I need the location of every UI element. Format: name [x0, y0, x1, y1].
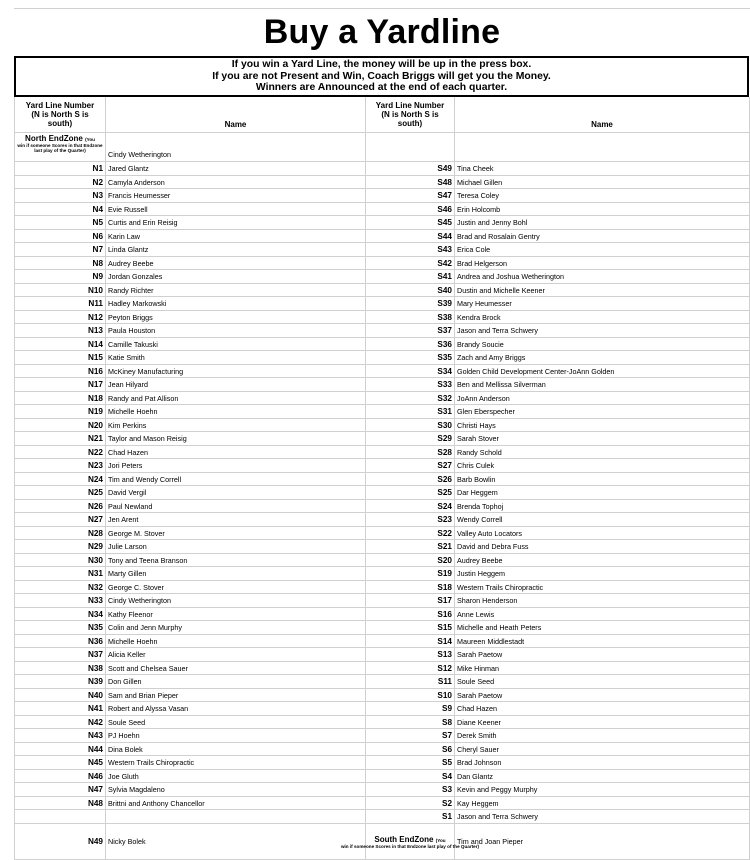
yardline-cell: S20 [366, 554, 455, 568]
name-cell: Paula Houston [106, 324, 366, 338]
yardline-cell: N34 [14, 608, 106, 622]
yardline-cell: S30 [366, 419, 455, 433]
yardline-cell: S25 [366, 486, 455, 500]
yardline-cell: N6 [14, 230, 106, 244]
name-cell: Curtis and Erin Reisig [106, 216, 366, 230]
yardline-cell: N30 [14, 554, 106, 568]
name-cell: Jordan Gonzales [106, 270, 366, 284]
name-cell: Kay Heggem [455, 797, 750, 811]
name-cell: McKiney Manufacturing [106, 365, 366, 379]
yardline-cell: S34 [366, 365, 455, 379]
name-cell: Barb Bowlin [455, 473, 750, 487]
name-cell: Christi Hays [455, 419, 750, 433]
yardline-cell: S48 [366, 176, 455, 190]
name-cell: George C. Stover [106, 581, 366, 595]
yardline-cell: N21 [14, 432, 106, 446]
name-cell: Karin Law [106, 230, 366, 244]
yardline-cell: S12 [366, 662, 455, 676]
name-cell: Mike Hinman [455, 662, 750, 676]
name-cell: Randy and Pat Allison [106, 392, 366, 406]
south-endzone-name: Tim and Joan Pieper [455, 824, 750, 860]
name-cell: Taylor and Mason Reisig [106, 432, 366, 446]
name-cell: Chris Culek [455, 459, 750, 473]
name-cell: Audrey Beebe [455, 554, 750, 568]
name-cell: Michelle and Heath Peters [455, 621, 750, 635]
yardline-cell: S9 [366, 702, 455, 716]
yardline-cell: S14 [366, 635, 455, 649]
name-cell: Erin Holcomb [455, 203, 750, 217]
name-cell: Sylvia Magdaleno [106, 783, 366, 797]
yardline-cell: N31 [14, 567, 106, 581]
yardline-cell: S46 [366, 203, 455, 217]
name-cell: Joe Gluth [106, 770, 366, 784]
yardline-cell: S11 [366, 675, 455, 689]
name-cell: Brenda Tophoj [455, 500, 750, 514]
yardline-table [14, 97, 750, 860]
header-text: (N is North S is [31, 110, 89, 119]
name-cell: Maureen Middlestadt [455, 635, 750, 649]
name-cell: Alicia Keller [106, 648, 366, 662]
yardline-cell: N1 [14, 162, 106, 176]
yardline-cell: S18 [366, 581, 455, 595]
yardline-cell [366, 133, 455, 162]
endzone-title: North EndZone [25, 134, 83, 143]
name-cell: Jori Peters [106, 459, 366, 473]
name-cell: Randy Schold [455, 446, 750, 460]
name-cell: Camyla Anderson [106, 176, 366, 190]
yardline-cell: N2 [14, 176, 106, 190]
name-cell: Brad and Rosalain Gentry [455, 230, 750, 244]
north-endzone-label [14, 133, 106, 162]
name-cell: Anne Lewis [455, 608, 750, 622]
yardline-cell: S41 [366, 270, 455, 284]
name-cell: Julie Larson [106, 540, 366, 554]
yardline-cell: S29 [366, 432, 455, 446]
name-cell: Hadley Markowski [106, 297, 366, 311]
yardline-cell: S5 [366, 756, 455, 770]
yardline-cell: N22 [14, 446, 106, 460]
yardline-cell: N13 [14, 324, 106, 338]
yardline-cell: N36 [14, 635, 106, 649]
yardline-cell: N32 [14, 581, 106, 595]
yardline-cell: N49 [14, 824, 106, 860]
name-cell: Tony and Teena Branson [106, 554, 366, 568]
name-cell: Robert and Alyssa Vasan [106, 702, 366, 716]
name-cell: George M. Stover [106, 527, 366, 541]
yardline-cell: N10 [14, 284, 106, 298]
name-cell [106, 810, 366, 824]
yardline-cell: N33 [14, 594, 106, 608]
yardline-cell: S33 [366, 378, 455, 392]
yardline-cell: S39 [366, 297, 455, 311]
name-cell: PJ Hoehn [106, 729, 366, 743]
yardline-cell: N16 [14, 365, 106, 379]
yardline-cell: N27 [14, 513, 106, 527]
yardline-cell: N28 [14, 527, 106, 541]
name-cell: Chad Hazen [106, 446, 366, 460]
yardline-cell: S27 [366, 459, 455, 473]
name-cell: Kevin and Peggy Murphy [455, 783, 750, 797]
yardline-cell: N5 [14, 216, 106, 230]
yardline-cell: S28 [366, 446, 455, 460]
header-text: south) [47, 119, 73, 128]
yardline-cell: S10 [366, 689, 455, 703]
yardline-cell: N25 [14, 486, 106, 500]
endzone-note: win if someone Scores in that Endzone last play of the Quarter) [340, 843, 480, 849]
name-cell: Michael Gillen [455, 176, 750, 190]
name-cell: Glen Eberspecher [455, 405, 750, 419]
yardline-cell: N23 [14, 459, 106, 473]
name-cell: Brad Helgerson [455, 257, 750, 271]
name-cell: Nicky Bolek [106, 824, 366, 860]
yardline-cell: S32 [366, 392, 455, 406]
title-row [14, 8, 750, 56]
yardline-cell: N15 [14, 351, 106, 365]
name-cell: Audrey Beebe [106, 257, 366, 271]
name-cell: Dan Glantz [455, 770, 750, 784]
north-endzone-name: Cindy Wetherington [106, 133, 366, 162]
name-cell: Soule Seed [455, 675, 750, 689]
name-cell: Dustin and Michelle Keener [455, 284, 750, 298]
name-cell: Marty Gillen [106, 567, 366, 581]
yardline-cell: S31 [366, 405, 455, 419]
yardline-cell: S47 [366, 189, 455, 203]
south-endzone-label [340, 824, 480, 860]
yardline-cell: N39 [14, 675, 106, 689]
yardline-cell: S24 [366, 500, 455, 514]
name-cell: Dina Bolek [106, 743, 366, 757]
yardline-cell: N48 [14, 797, 106, 811]
name-cell: Linda Glantz [106, 243, 366, 257]
name-cell: Jason and Terra Schwery [455, 324, 750, 338]
yardline-cell: S4 [366, 770, 455, 784]
name-cell: Tina Cheek [455, 162, 750, 176]
name-cell: Diane Keener [455, 716, 750, 730]
yardline-cell: N26 [14, 500, 106, 514]
name-cell: Soule Seed [106, 716, 366, 730]
yardline-cell: S15 [366, 621, 455, 635]
header-text: south) [397, 119, 423, 128]
yardline-cell: S49 [366, 162, 455, 176]
yardline-cell: S35 [366, 351, 455, 365]
name-cell: Brandy Soucie [455, 338, 750, 352]
name-cell: Michelle Hoehn [106, 635, 366, 649]
name-cell: Justin and Jenny Bohl [455, 216, 750, 230]
yardline-cell: N47 [14, 783, 106, 797]
yardline-cell: S36 [366, 338, 455, 352]
name-cell: Sarah Stover [455, 432, 750, 446]
yardline-cell: S13 [366, 648, 455, 662]
endzone-note: win if someone Scores in that Endzone last play of the Quarter) [17, 143, 103, 153]
header-yardline-left [14, 97, 106, 133]
name-cell: Jared Glantz [106, 162, 366, 176]
name-cell: Justin Heggem [455, 567, 750, 581]
header-name-right: Name [455, 97, 750, 133]
name-cell: Teresa Coley [455, 189, 750, 203]
yardline-cell: N17 [14, 378, 106, 392]
yardline-cell: N40 [14, 689, 106, 703]
name-cell: Western Trails Chiropractic [455, 581, 750, 595]
yardline-cell: N24 [14, 473, 106, 487]
yardline-cell: S1 [366, 810, 455, 824]
name-cell: Francis Heumesser [106, 189, 366, 203]
name-cell: Colin and Jenn Murphy [106, 621, 366, 635]
name-cell: Jen Arent [106, 513, 366, 527]
name-cell: Cindy Wetherington [106, 594, 366, 608]
yardline-cell: S45 [366, 216, 455, 230]
yardline-cell: S37 [366, 324, 455, 338]
yardline-cell: N38 [14, 662, 106, 676]
yardline-cell: N42 [14, 716, 106, 730]
header-yardline-right [366, 97, 455, 133]
name-cell: Tim and Wendy Correll [106, 473, 366, 487]
notice-box [14, 56, 749, 97]
name-cell: Zach and Amy Briggs [455, 351, 750, 365]
yardline-cell: N4 [14, 203, 106, 217]
yardline-cell: N11 [14, 297, 106, 311]
name-cell: Kendra Brock [455, 311, 750, 325]
name-cell: Don Gillen [106, 675, 366, 689]
name-cell [455, 133, 750, 162]
name-cell: Sam and Brian Pieper [106, 689, 366, 703]
yardline-cell: N41 [14, 702, 106, 716]
yardline-cell: S22 [366, 527, 455, 541]
name-cell: Scott and Chelsea Sauer [106, 662, 366, 676]
endzone-note: (You [435, 837, 446, 843]
yardline-cell: N3 [14, 189, 106, 203]
yardline-cell: S40 [366, 284, 455, 298]
yardline-cell: S17 [366, 594, 455, 608]
name-cell: Kathy Fleenor [106, 608, 366, 622]
header-text: (N is North S is [381, 110, 439, 119]
yardline-cell: S44 [366, 230, 455, 244]
name-cell: Camille Takuski [106, 338, 366, 352]
name-cell: JoAnn Anderson [455, 392, 750, 406]
name-cell: David and Debra Fuss [455, 540, 750, 554]
yardline-cell: N8 [14, 257, 106, 271]
name-cell: Peyton Briggs [106, 311, 366, 325]
name-cell: Sarah Paetow [455, 689, 750, 703]
yardline-cell: S23 [366, 513, 455, 527]
name-cell: Randy Richter [106, 284, 366, 298]
yardline-cell: S26 [366, 473, 455, 487]
yardline-cell: N14 [14, 338, 106, 352]
yardline-cell: N9 [14, 270, 106, 284]
page-title: Buy a Yardline [263, 13, 501, 51]
name-cell: Brittni and Anthony Chancellor [106, 797, 366, 811]
name-cell: Erica Cole [455, 243, 750, 257]
name-cell: Jason and Terra Schwery [455, 810, 750, 824]
yardline-cell: N18 [14, 392, 106, 406]
name-cell: Western Trails Chiropractic [106, 756, 366, 770]
name-cell: Derek Smith [455, 729, 750, 743]
yardline-cell: N29 [14, 540, 106, 554]
yardline-cell: S6 [366, 743, 455, 757]
yardline-cell: N19 [14, 405, 106, 419]
name-cell: Sharon Henderson [455, 594, 750, 608]
name-cell: Chad Hazen [455, 702, 750, 716]
endzone-title: South EndZone [374, 834, 434, 844]
header-text: Yard Line Number [375, 101, 445, 110]
yardline-cell: S16 [366, 608, 455, 622]
yardline-cell: S7 [366, 729, 455, 743]
name-cell: Andrea and Joshua Wetherington [455, 270, 750, 284]
name-cell: Cheryl Sauer [455, 743, 750, 757]
name-cell: David Vergil [106, 486, 366, 500]
notice-line-3: Winners are Announced at the end of each quarter. [255, 82, 508, 94]
name-cell: Valley Auto Locators [455, 527, 750, 541]
yardline-cell: S19 [366, 567, 455, 581]
yardline-cell: N37 [14, 648, 106, 662]
name-cell: Mary Heumesser [455, 297, 750, 311]
yardline-cell: S2 [366, 797, 455, 811]
header-name-left: Name [106, 97, 366, 133]
name-cell: Wendy Correll [455, 513, 750, 527]
yardline-cell: N45 [14, 756, 106, 770]
name-cell: Evie Russell [106, 203, 366, 217]
name-cell: Katie Smith [106, 351, 366, 365]
yardline-cell: N35 [14, 621, 106, 635]
yardline-cell: S38 [366, 311, 455, 325]
notice-line-2: If you are not Present and Win, Coach Briggs will get you the Money. [212, 70, 551, 82]
name-cell: Dar Heggem [455, 486, 750, 500]
name-cell: Ben and Mellissa Silverman [455, 378, 750, 392]
name-cell: Sarah Paetow [455, 648, 750, 662]
name-cell: Michelle Hoehn [106, 405, 366, 419]
spreadsheet [14, 8, 750, 860]
name-cell: Kim Perkins [106, 419, 366, 433]
name-cell: Jean Hilyard [106, 378, 366, 392]
yardline-cell: S43 [366, 243, 455, 257]
yardline-cell: N12 [14, 311, 106, 325]
notice-line-1: If you win a Yard Line, the money will be up in the press box. [231, 59, 532, 71]
yardline-cell: N43 [14, 729, 106, 743]
name-cell: Brad Johnson [455, 756, 750, 770]
yardline-cell: N44 [14, 743, 106, 757]
yardline-cell: S3 [366, 783, 455, 797]
yardline-cell: N46 [14, 770, 106, 784]
header-text: Yard Line Number [25, 101, 95, 110]
yardline-cell: N20 [14, 419, 106, 433]
yardline-cell [14, 810, 106, 824]
yardline-cell: S21 [366, 540, 455, 554]
yardline-cell: N7 [14, 243, 106, 257]
yardline-cell: S42 [366, 257, 455, 271]
yardline-cell: S8 [366, 716, 455, 730]
name-cell: Golden Child Development Center-JoAnn Golden [455, 365, 750, 379]
endzone-note: (You [85, 137, 95, 142]
name-cell: Paul Newland [106, 500, 366, 514]
